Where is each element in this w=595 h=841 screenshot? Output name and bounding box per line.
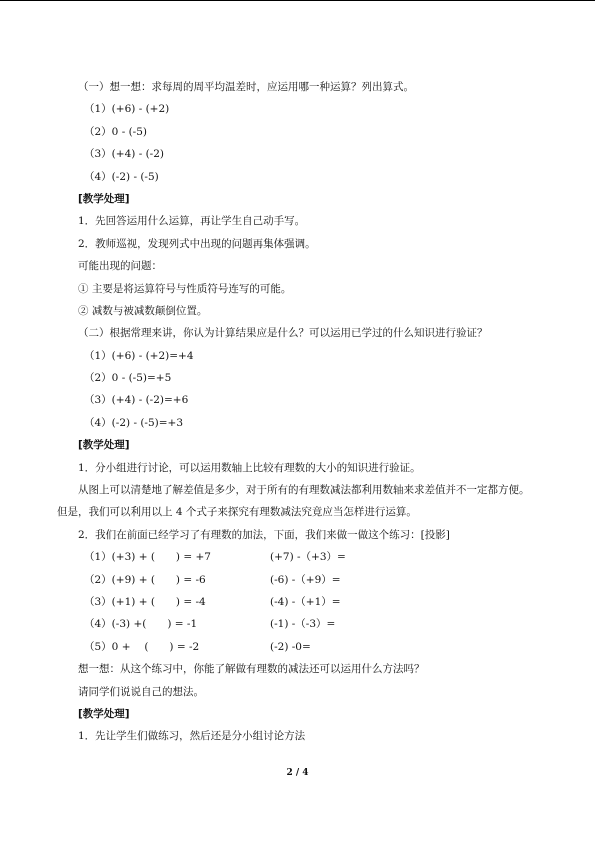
exercise-left: （2）(+9) + ( ) = -6 (84, 573, 206, 586)
exercise-left: （5）0 + ( ) = -2 (84, 640, 200, 653)
document-body (57, 76, 539, 748)
process2-paragraph: 从图上可以清楚地了解差值是多少，对于所有的有理数减法都利用数轴来求差值并不一定都方便。但是，我们可以利用以上 4 个式子来探究有理数减法究竟应当怎样进行运算。 (57, 484, 530, 519)
exercise-right: (-1) -（-3）= (270, 618, 336, 631)
page-number: 2 / 4 (286, 768, 309, 778)
exercise-left: （1）(+3) + ( ) = +7 (84, 551, 211, 564)
header-rule (0, 0, 595, 1)
list-item: （3）(+4) - (-2) (84, 148, 164, 161)
exercise-right: (-6) -（+9）= (270, 573, 341, 586)
process2-line: 2．我们在前面已经学习了有理数的加法，下面，我们来做一做这个练习：[投影] (78, 528, 450, 541)
exercise-right: (-4) -（+1）= (270, 596, 341, 609)
list-item: （2）0 - (-5)=+5 (84, 372, 172, 385)
exercise-row (57, 636, 539, 658)
process1-line: 2．教师巡视，发现列式中出现的问题再集体强调。 (78, 237, 316, 250)
process1-heading: [教学处理] (78, 192, 130, 205)
process3-line: 1．先让学生们做练习，然后还是分小组讨论方法 (78, 730, 306, 743)
list-item: （1）(+6) - (+2)=+4 (84, 349, 194, 362)
exercise-left: （3）(+1) + ( ) = -4 (84, 596, 206, 609)
process1-line: ② 减数与被减数颠倒位置。 (78, 304, 208, 317)
process1-line: 1．先回答运用什么运算，再让学生自己动手写。 (78, 215, 306, 228)
process1-line: ① 主要是将运算符号与性质符号连写的可能。 (78, 282, 292, 295)
list-item: （3）(+4) - (-2)=+6 (84, 394, 189, 407)
list-item: （4）(-2) - (-5)=+3 (84, 416, 184, 429)
exercise-row (57, 591, 539, 613)
list-item: （4）(-2) - (-5) (84, 170, 159, 183)
exercise-right: (+7) -（+3）= (270, 551, 346, 564)
process2-line: 1．分小组进行讨论，可以运用数轴上比较有理数的大小的知识进行验证。 (78, 461, 421, 474)
list-item: （2）0 - (-5) (84, 125, 148, 138)
exercise-left: （4）(-3) +( ) = -1 (84, 618, 198, 631)
exercise-row (57, 613, 539, 635)
exercise-row (57, 569, 539, 591)
section2-title: （二）根据常理来讲，你认为计算结果应是什么？可以运用已学过的什么知识进行验证？ (78, 327, 488, 340)
section3-line: 想一想：从这个练习中，你能了解做有理数的减法还可以运用什么方法吗？ (78, 663, 425, 676)
process1-line: 可能出现的问题： (78, 260, 162, 273)
process2-heading: [教学处理] (78, 439, 130, 452)
list-item: （1）(+6) - (+2) (84, 103, 170, 116)
section1-title: （一）想一想：求每周的周平均温差时，应运用哪一种运算？列出算式。 (78, 81, 414, 93)
exercise-right: (-2) -0= (270, 640, 311, 653)
process3-heading: [教学处理] (78, 707, 130, 720)
section3-line: 请同学们说说自己的想法。 (78, 685, 204, 698)
exercise-row (57, 546, 539, 568)
